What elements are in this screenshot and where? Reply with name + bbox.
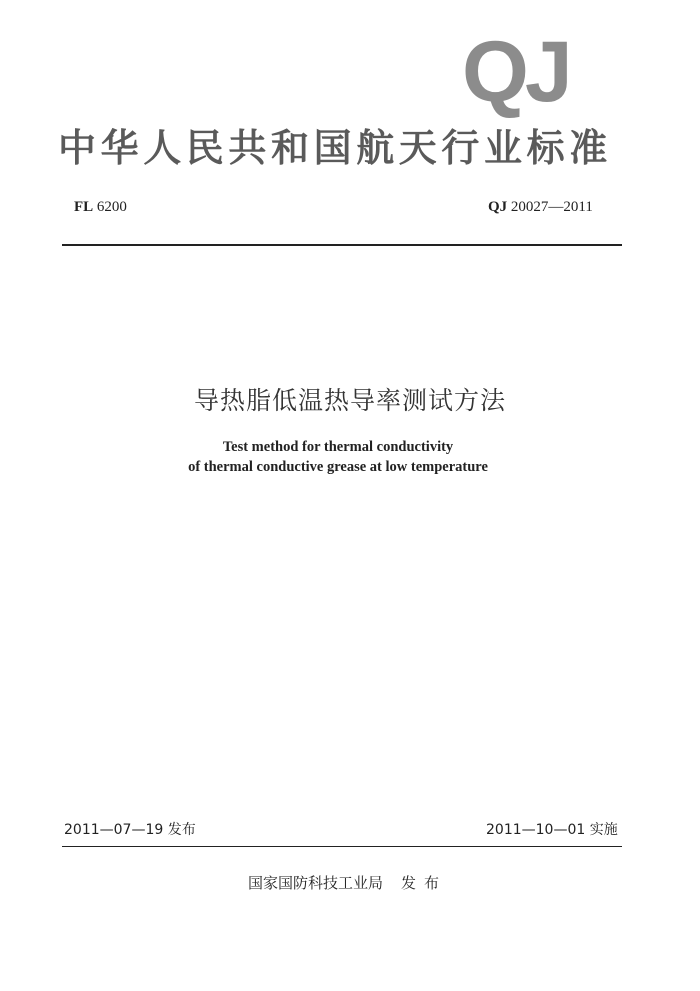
document-title-cn: 导热脂低温热导率测试方法 xyxy=(193,386,506,415)
issuer xyxy=(248,872,447,894)
issuer-action: 发布 xyxy=(401,874,448,892)
issuer-name: 国家国防科技工业局 xyxy=(248,874,384,892)
issue-date: 2011—07—19 发布 xyxy=(64,822,196,838)
document-title-en xyxy=(0,437,676,477)
standard-number xyxy=(488,197,593,217)
classification-number: 6200 xyxy=(96,199,127,215)
implementation-date: 2011—10—01 实施 xyxy=(486,822,618,838)
classification-code xyxy=(74,197,127,217)
top-divider xyxy=(62,244,622,246)
document-title-en-line2: of thermal conductive grease at low temperature xyxy=(188,459,488,475)
header-title: 中华人民共和国航天行业标准 xyxy=(58,126,612,170)
standard-number-value: 20027—2011 xyxy=(510,199,593,215)
classification-prefix: FL xyxy=(74,199,94,215)
standard-prefix: QJ xyxy=(488,199,508,215)
standard-logo: QJ xyxy=(462,24,569,120)
document-title-en-line1: Test method for thermal conductivity xyxy=(222,439,454,455)
bottom-divider xyxy=(62,846,622,847)
